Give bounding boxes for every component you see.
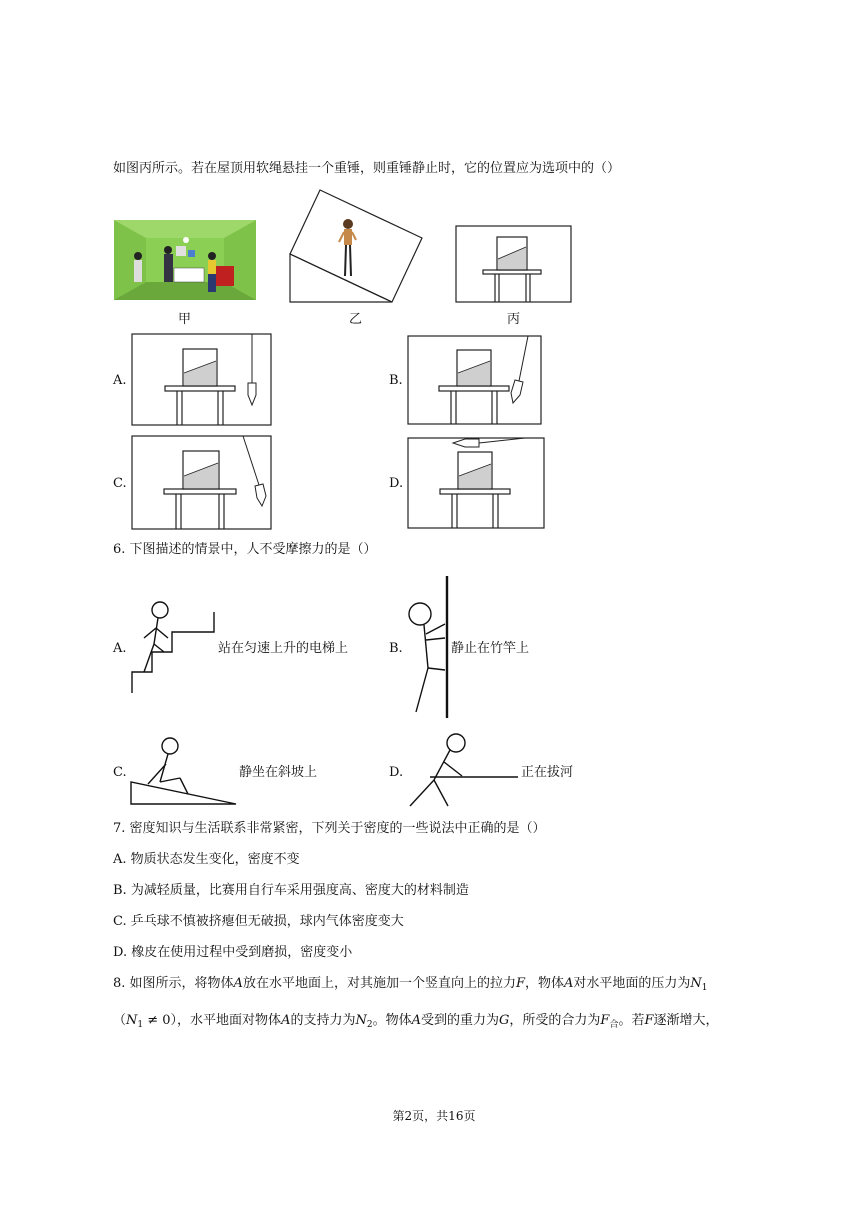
q7-option-d: D. 橡皮在使用过程中受到磨损，密度变小 — [113, 945, 353, 960]
figure-caption-bing: 丙 — [507, 312, 521, 327]
q6-option-c-text: 静坐在斜坡上 — [239, 765, 318, 780]
q6-option-a-letter: A. — [113, 641, 127, 656]
q6-option-c-figure — [130, 736, 238, 806]
q6-option-a-figure — [130, 598, 220, 694]
q6-option-d-text: 正在拔河 — [521, 765, 574, 780]
q7-option-c: C. 乒乓球不慎被挤瘪但无破损，球内气体密度变大 — [113, 914, 404, 929]
q7-option-b: B. 为减轻质量，比赛用自行车采用强度高、密度大的材料制造 — [113, 883, 469, 898]
q6-option-a-text: 站在匀速上升的电梯上 — [218, 641, 349, 656]
page-footer: 第2页，共16页 — [392, 1109, 476, 1123]
figure-caption-yi: 乙 — [349, 312, 363, 327]
q5-intro: 如图丙所示。若在屋顶用软绳悬挂一个重锤，则重锤静止时，它的位置应为选项中的（） — [113, 161, 621, 176]
q5-option-a-figure — [131, 333, 272, 426]
figure-caption-jia: 甲 — [178, 312, 192, 327]
q5-option-b-figure — [407, 335, 542, 425]
q8-line-1: 8. 如图所示，将物体A放在水平地面上，对其施加一个竖直向上的拉力F，物体A对水平地面的压力为$N_1$ — [113, 976, 708, 993]
q8-line-2: $(N_1 \ne 0)$，水平地面对物体A的支持力为$N_2$。物体A受到的重力为G，所受的合力为$F_合$。若F逐渐增大， — [113, 1013, 719, 1030]
q5-option-a: A. — [113, 373, 127, 388]
q7-option-a: A. 物质状态发生变化，密度不变 — [113, 852, 300, 867]
q5-option-c-figure — [131, 435, 272, 530]
q6-option-d-letter: D. — [389, 765, 404, 780]
figure-bing-table — [455, 225, 572, 303]
q5-option-b: B. — [389, 373, 403, 388]
q6-option-b-text: 静止在竹竿上 — [451, 641, 530, 656]
q6-option-c-letter: C. — [113, 765, 127, 780]
q5-option-d: D. — [389, 476, 404, 491]
q5-option-c: C. — [113, 476, 127, 491]
q6-option-b-figure — [404, 576, 454, 718]
q7-stem: 7. 密度知识与生活联系非常紧密，下列关于密度的一些说法中正确的是（） — [113, 821, 546, 836]
q6-option-d-figure — [408, 732, 520, 808]
figure-jia-photo — [114, 220, 256, 300]
q5-option-d-figure — [407, 437, 545, 529]
figure-yi-tilted-room — [290, 188, 424, 304]
q6-stem: 6. 下图描述的情景中，人不受摩擦力的是（） — [113, 542, 377, 557]
q6-option-b-letter: B. — [389, 641, 403, 656]
